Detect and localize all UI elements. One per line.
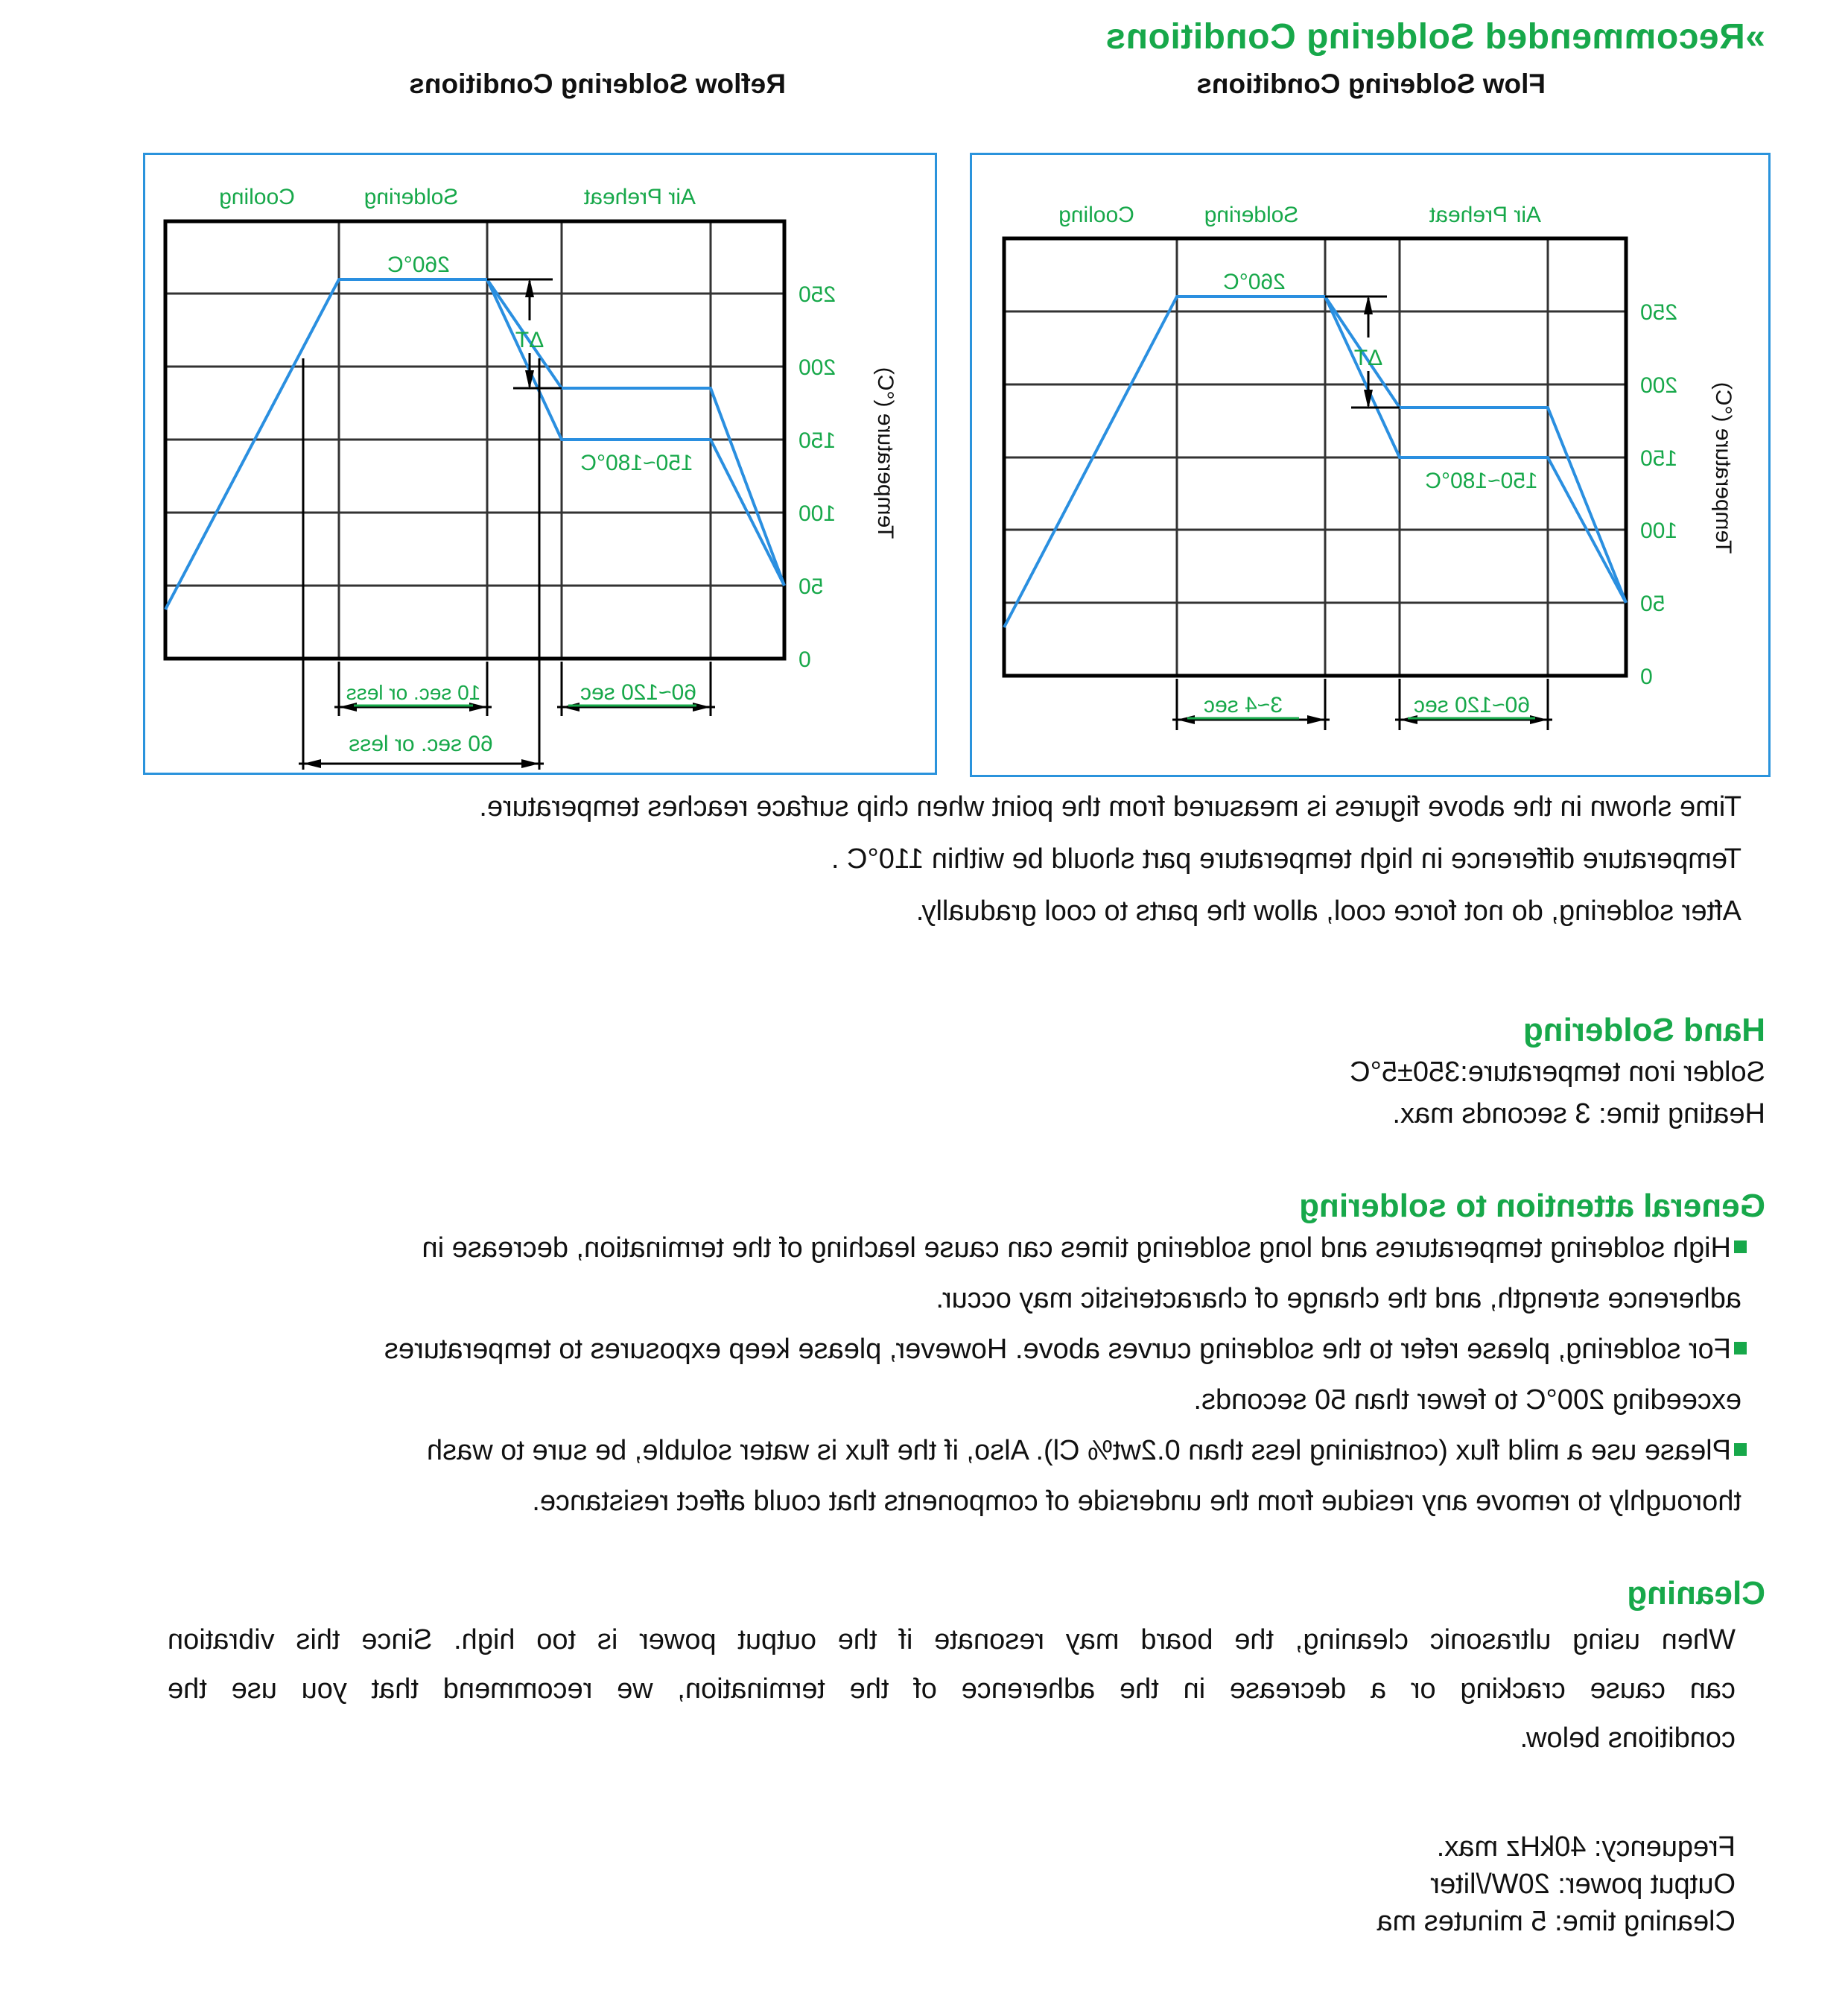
flow-y-axis-label: Temperature (°C) (1711, 381, 1736, 554)
bullet-square-icon (1734, 1443, 1747, 1456)
reflow-ytick-250: 250 (798, 282, 836, 307)
cleaning-para-line-3: conditions below. (1520, 1723, 1736, 1754)
reflow-dim-total: 60 sec. or less (349, 732, 493, 756)
reflow-delta-label: ΔT (515, 328, 544, 352)
general-heading: General attention to soldering (1299, 1188, 1765, 1224)
flow-ytick-0: 0 (1640, 665, 1653, 689)
general-bullet-3-cont: thoroughly to remove any residue from the underside of components that could affect resistance. (532, 1486, 1741, 1517)
hand-soldering-heading: Hand Soldering (1522, 1012, 1765, 1048)
flow-peak-label: 260°C (1223, 270, 1286, 294)
bullet-square-icon (1734, 1342, 1747, 1354)
flow-chart-title: Flow Soldering Conditions (1196, 69, 1546, 99)
general-bullet-3: Please use a mild flux (containing less than 0.2wt% Cl). Also, if the flux is water soluble, be sure to wash (427, 1435, 1747, 1467)
flow-ytick-150: 150 (1640, 446, 1678, 471)
cleaning-time: Cleaning time: 5 minutes ma (1377, 1906, 1736, 1937)
reflow-chart-title: Reflow Soldering Conditions (409, 69, 786, 99)
reflow-ytick-0: 0 (798, 647, 811, 672)
cleaning-frequency: Frequency: 40kHz max. (1436, 1831, 1736, 1863)
hand-soldering-line-1: Solder iron temperature:350±5°C (1350, 1056, 1765, 1088)
flow-chart-frame (970, 153, 1771, 777)
flow-dim-preheat: 60~120 sec (1414, 693, 1530, 717)
reflow-dim-preheat: 60~120 sec (580, 680, 696, 705)
reflow-dim-soldering: 10 sec. or less (346, 681, 481, 704)
reflow-peak-label: 260°C (387, 253, 450, 277)
reflow-phase-cooling: Cooling (219, 185, 295, 209)
reflow-chart (141, 155, 935, 777)
bullet-square-icon (1734, 1241, 1747, 1253)
flow-phase-cooling: Cooling (1058, 203, 1134, 227)
cleaning-para-line-2: can cause cracking or a decrease in the adherence of the termination, we recommend that you use the (168, 1673, 1736, 1705)
flow-phase-soldering: Soldering (1204, 203, 1299, 227)
general-bullet-1-cont: adherence strength, and the change of characteristic may occur. (936, 1283, 1741, 1314)
reflow-ytick-150: 150 (798, 428, 836, 453)
cleaning-para-line-1: When using ultrasonic cleaning, the board may resonate if the output power is too high. Since this vibration (168, 1624, 1736, 1655)
flow-preheat-label: 150~180°C (1425, 469, 1538, 493)
reflow-chart-frame (143, 153, 937, 775)
reflow-ytick-50: 50 (798, 574, 824, 599)
flow-ytick-250: 250 (1640, 300, 1678, 325)
reflow-y-axis-label: Temperature (°C) (873, 367, 898, 539)
flow-ytick-200: 200 (1640, 373, 1678, 398)
general-bullet-1: High soldering temperatures and long soldering times can cause leaching of the termination, decrease in (422, 1232, 1747, 1264)
note-line-3: After soldering, do not force cool, allow the parts to cool gradually. (915, 896, 1741, 927)
reflow-preheat-label: 150~180°C (580, 451, 693, 475)
page-title: »Recommended Soldering Conditions (1105, 17, 1765, 57)
general-bullet-2-cont: exceeding 200°C to fewer than 50 seconds. (1193, 1384, 1741, 1416)
flow-chart (968, 155, 1768, 779)
reflow-phase-preheat: Air Preheat (583, 185, 696, 209)
general-bullet-2: For soldering, please refer to the soldering curves above. However, please keep exposures to temperatures (384, 1334, 1747, 1366)
reflow-ytick-200: 200 (798, 355, 836, 380)
flow-phase-preheat: Air Preheat (1429, 203, 1542, 227)
note-line-1: Time shown in the above figures is measured from the point when chip surface reaches temperature. (479, 791, 1741, 823)
cleaning-output-power: Output power: 20W\/liter (1430, 1869, 1736, 1900)
cleaning-heading: Cleaning (1627, 1575, 1765, 1612)
reflow-ytick-100: 100 (798, 501, 836, 526)
flow-ytick-100: 100 (1640, 519, 1678, 543)
reflow-phase-soldering: Soldering (363, 185, 459, 209)
hand-soldering-line-2: Heating time: 3 seconds max. (1392, 1098, 1765, 1129)
flow-dim-soldering: 3~4 sec (1204, 693, 1283, 717)
flow-delta-label: ΔT (1353, 346, 1383, 370)
note-line-2: Temperature difference in high temperature part should be within 110°C . (831, 843, 1741, 875)
flow-ytick-50: 50 (1640, 592, 1666, 616)
